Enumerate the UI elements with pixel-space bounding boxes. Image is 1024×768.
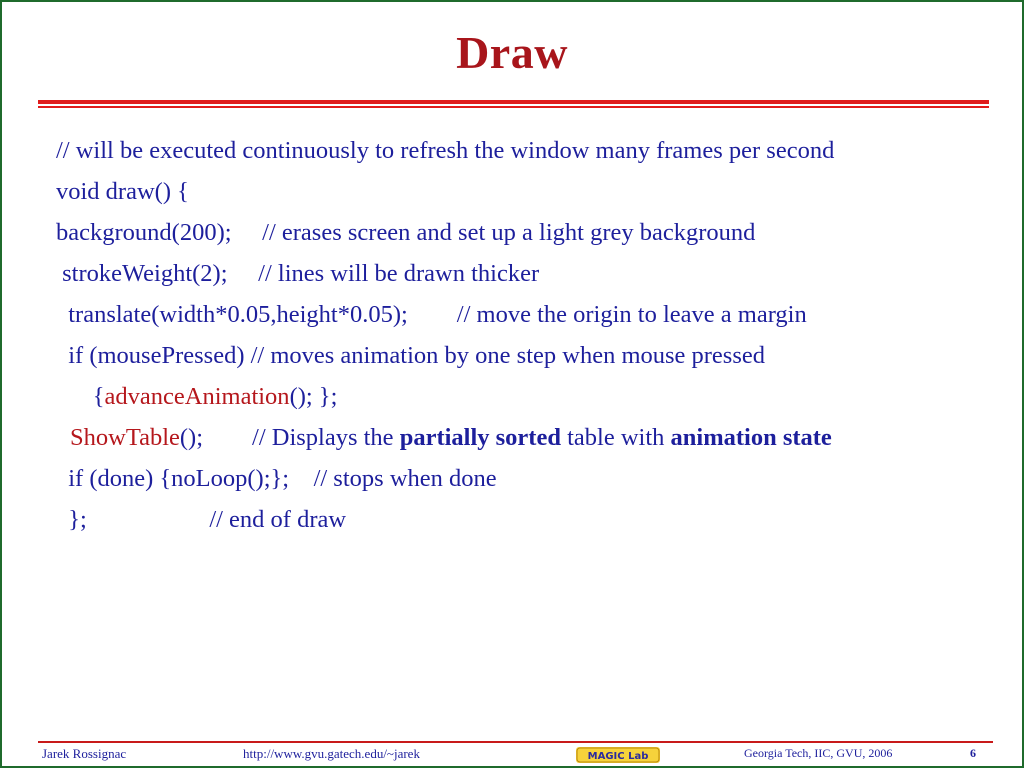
page-number: 6	[970, 746, 976, 760]
title-rule-thick	[38, 100, 989, 104]
code-line-7	[56, 382, 337, 412]
slide-title: Draw	[456, 27, 568, 78]
code-line-5: translate(width*0.05,height*0.05); // move the origin to leave a margin	[56, 301, 807, 328]
code-line-9: if (done) {noLoop();}; // stops when done	[56, 465, 497, 492]
code-line-7-pre: {	[56, 383, 105, 410]
code-line-1: // will be executed continuously to refresh the window many frames per second	[56, 137, 835, 164]
code-line-4: strokeWeight(2); // lines will be drawn thicker	[56, 260, 540, 287]
title-rule-thin	[38, 106, 989, 108]
footer-rule	[38, 741, 993, 743]
footer-author: Jarek Rossignac	[42, 746, 127, 761]
code-line-6: if (mousePressed) // moves animation by one step when mouse pressed	[56, 342, 766, 369]
function-show-table: ShowTable	[70, 424, 180, 451]
code-line-7-post: (); };	[289, 383, 338, 410]
code-line-2: void draw() {	[56, 178, 189, 205]
emphasis-partially-sorted: partially sorted	[399, 424, 561, 451]
code-line-8-mid: table with	[560, 424, 671, 451]
footer-url[interactable]: http://www.gvu.gatech.edu/~jarek	[243, 746, 420, 761]
emphasis-animation-state: animation state	[670, 424, 832, 451]
footer-org: Georgia Tech, IIC, GVU, 2006	[744, 746, 893, 760]
code-line-8-comment: (); // Displays the	[179, 424, 400, 451]
magic-lab-logo	[576, 747, 660, 763]
code-line-3: background(200); // erases screen and set up a light grey background	[56, 219, 756, 246]
magic-lab-logo-text: MAGIC Lab	[587, 751, 649, 762]
function-advance-animation: advanceAnimation	[104, 383, 290, 410]
code-line-10: }; // end of draw	[56, 506, 347, 533]
code-line-8	[70, 423, 832, 453]
